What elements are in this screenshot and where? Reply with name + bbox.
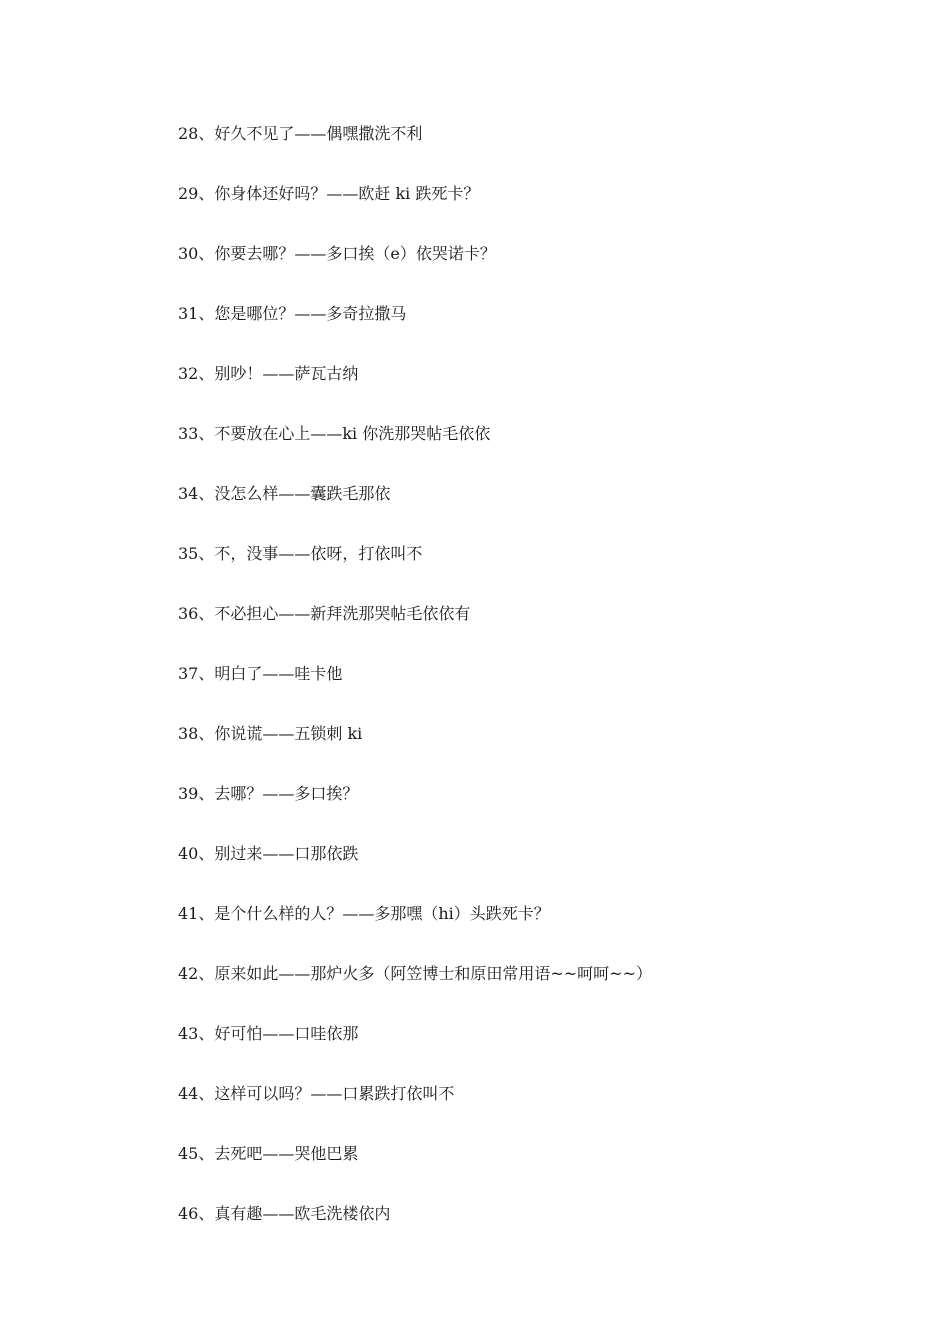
phrase-line-36: 36、不必担心——新拜洗那哭帖毛依依有 xyxy=(178,604,471,623)
phrase-line-42: 42、原来如此——那炉火多（阿笠博士和原田常用语~~呵呵~~） xyxy=(178,964,652,983)
phrase-list xyxy=(178,122,898,1262)
phrase-line-37: 37、明白了——哇卡他 xyxy=(178,664,343,683)
phrase-line-31: 31、您是哪位？——多奇拉撒马 xyxy=(178,304,407,323)
phrase-line-34: 34、没怎么样——囊跌毛那依 xyxy=(178,484,391,503)
phrase-line-33: 33、不要放在心上——ki 你洗那哭帖毛依依 xyxy=(178,424,491,443)
phrase-line-45: 45、去死吧——哭他巴累 xyxy=(178,1144,359,1163)
phrase-line-46: 46、真有趣——欧毛洗楼依内 xyxy=(178,1204,391,1223)
phrase-line-44: 44、这样可以吗？——口累跌打依叫不 xyxy=(178,1084,455,1103)
phrase-line-32: 32、别吵！——萨瓦古纳 xyxy=(178,364,359,383)
phrase-line-38: 38、你说谎——五锁刺 ki xyxy=(178,724,363,743)
phrase-line-30: 30、你要去哪？——多口挨（e）依哭诺卡？ xyxy=(178,244,496,263)
phrase-line-43: 43、好可怕——口哇依那 xyxy=(178,1024,359,1043)
phrase-line-28: 28、好久不见了——偶嘿撒洗不利 xyxy=(178,124,423,143)
phrase-line-41: 41、是个什么样的人？——多那嘿（hi）头跌死卡？ xyxy=(178,904,550,923)
phrase-line-29: 29、你身体还好吗？——欧赶 ki 跌死卡？ xyxy=(178,184,480,203)
phrase-line-40: 40、别过来——口那依跌 xyxy=(178,844,359,863)
phrase-line-35: 35、不，没事——依呀，打依叫不 xyxy=(178,544,423,563)
phrase-line-39: 39、去哪？——多口挨？ xyxy=(178,784,359,803)
